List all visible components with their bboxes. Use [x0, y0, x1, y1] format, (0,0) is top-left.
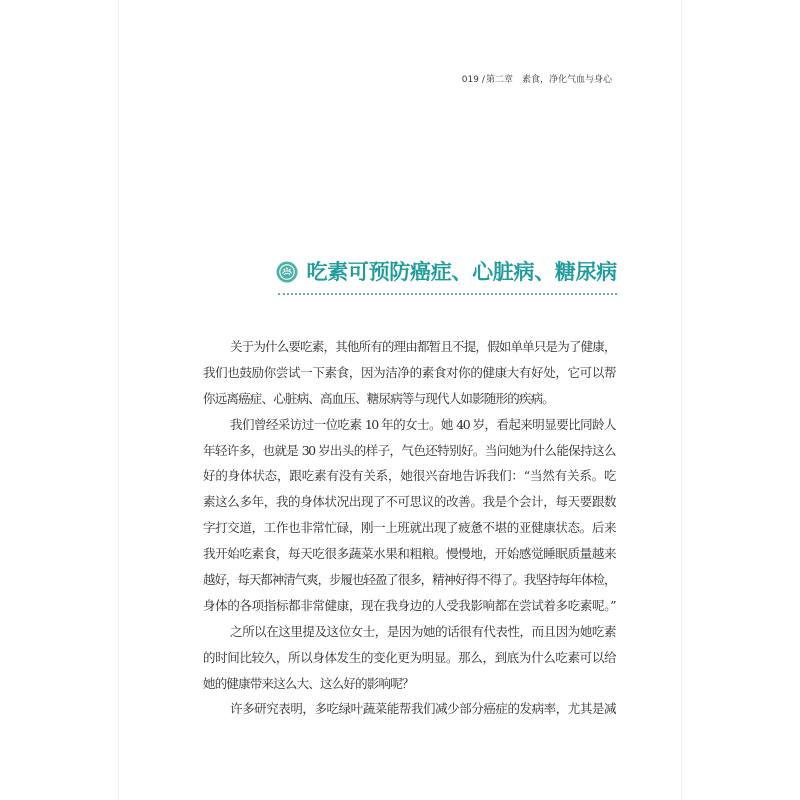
page-edge-right: [681, 0, 682, 800]
text-line: 越好，每天都神清气爽，步履也轻盈了很多，精神好得不得了。我坚持每年体检，: [203, 572, 615, 588]
paragraph: [203, 334, 615, 412]
text-line: 我们也鼓励你尝试一下素食，因为洁净的素食对你的健康大有好处，它可以帮: [203, 364, 615, 380]
text-line: 她的健康带来这么大、这么好的影响呢？: [203, 675, 414, 691]
text-line: 素这么多年，我的身体状况出现了不可思议的改善。我是个会计，每天要跟数: [203, 494, 615, 510]
paragraph: [203, 412, 615, 619]
chapter-title: 素食，净化气血与身心: [521, 75, 612, 85]
body-text: [203, 334, 615, 722]
running-header: [462, 74, 612, 86]
text-line: 我们曾经采访过一位吃素 10 年的女士。她 40 岁，看起来明显要比同龄人: [230, 416, 615, 432]
chapter-label: 第二章: [485, 75, 513, 85]
text-line: 许多研究表明，多吃绿叶蔬菜能帮我们减少部分癌症的发病率，尤其是减: [230, 701, 615, 717]
text-line: 你远离癌症、心脏病、高血压、糖尿病等与现代人如影随形的疾病。: [203, 390, 555, 406]
text-line: 身体的各项指标都非常健康，现在我身边的人受我影响都在尝试着多吃素呢。”: [203, 597, 615, 613]
text-line: 的时间比较久，所以身体发生的变化更为明显。那么，到底为什么吃素可以给: [203, 649, 615, 665]
page-number: 019: [461, 75, 479, 85]
dotted-divider: [278, 293, 617, 295]
text-line: 字打交道，工作也非常忙碌，刚一上班就出现了疲惫不堪的亚健康状态。后来: [203, 520, 615, 536]
text-line: 之所以在这里提及这位女士，是因为她的话很有代表性，而且因为她吃素: [230, 623, 615, 639]
paragraph: [203, 619, 615, 697]
circular-floral-badge-icon: [276, 261, 298, 283]
text-line: 好的身体状态，跟吃素有没有关系，她很兴奋地告诉我们：“当然有关系。吃: [203, 468, 615, 484]
header-separator: /: [481, 75, 485, 85]
text-line: 关于为什么要吃素，其他所有的理由都暂且不提，假如单单只是为了健康，: [230, 339, 615, 354]
text-line: 年轻许多，也就是 30 岁出头的样子，气色还特别好。当问她为什么能保持这么: [203, 442, 615, 458]
text-line: 我开始吃素食，每天吃很多蔬菜水果和粗粮。慢慢地，开始感觉睡眠质量越来: [203, 546, 615, 562]
section-heading: [276, 258, 617, 286]
page-edge-left: [118, 0, 119, 800]
paragraph: [203, 696, 615, 722]
section-title: 吃素可预防癌症、心脏病、糖尿病: [306, 260, 617, 284]
